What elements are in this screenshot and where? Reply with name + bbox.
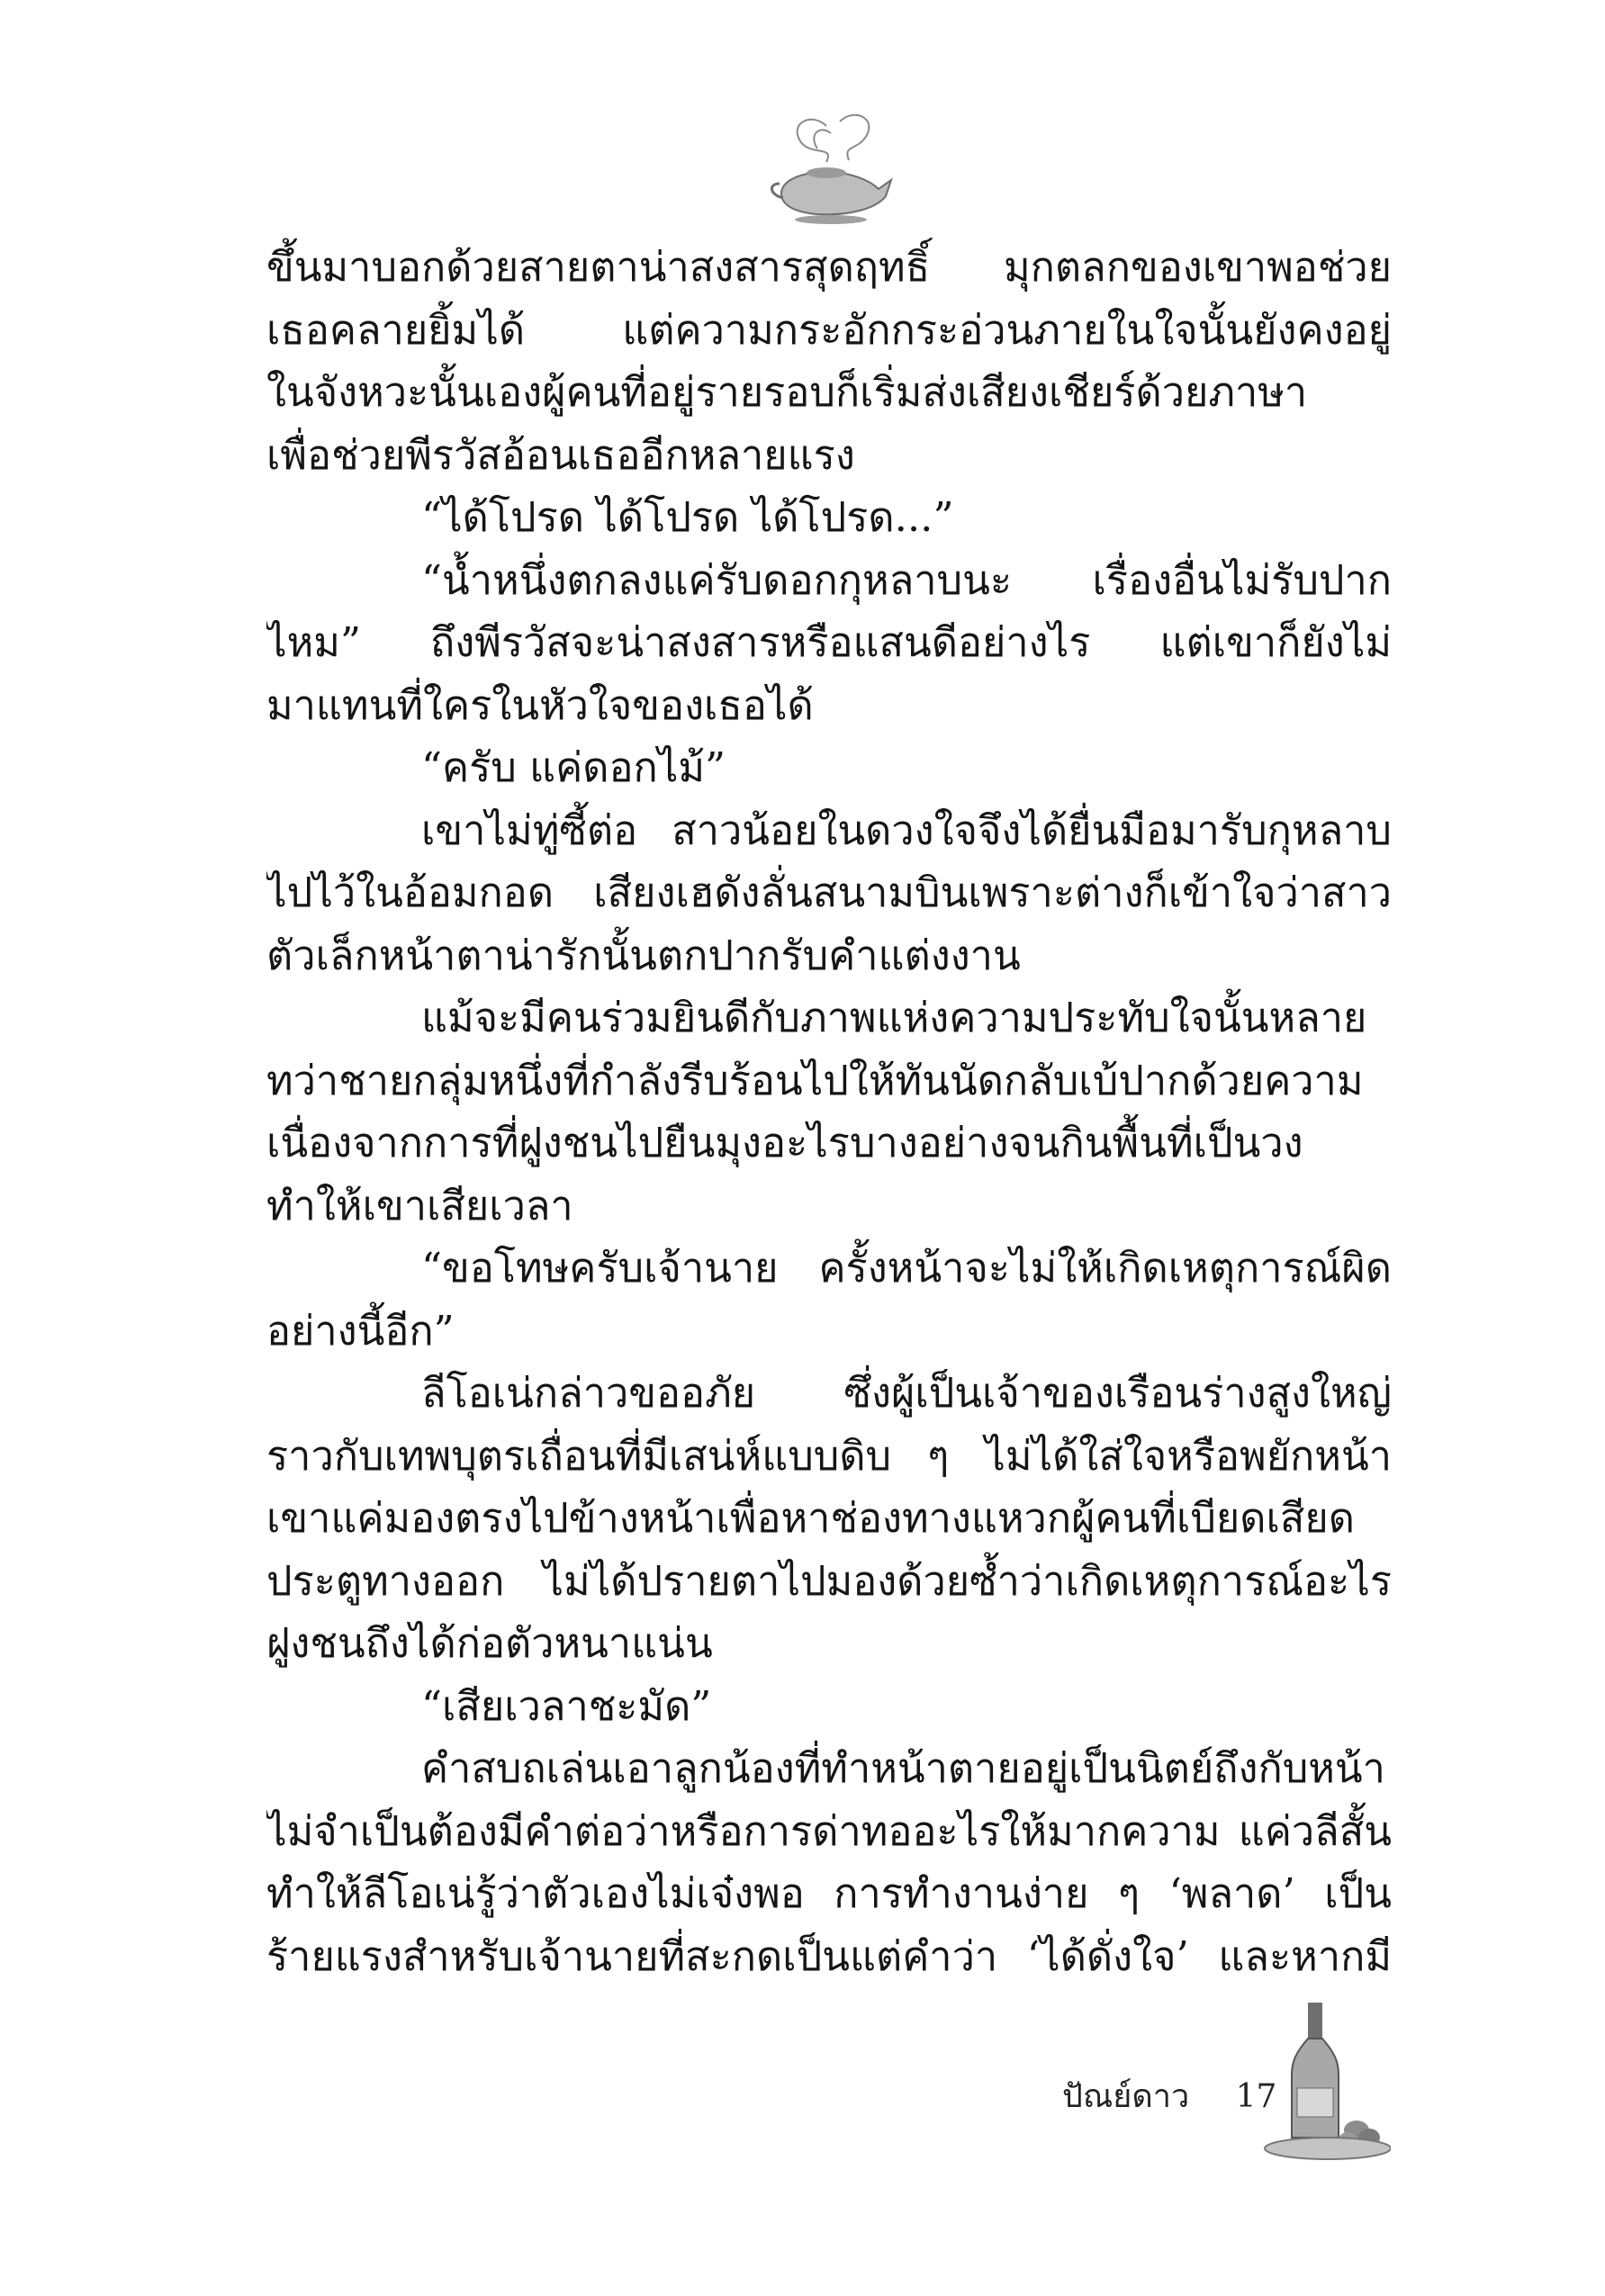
text-line: “ครับ แค่ดอกไม้” (421, 743, 726, 791)
text-line: ทว่าชายกลุ่มหนึ่งที่กำลังรีบร้อนไปให้ทันนัดกลับเบ้ปากด้วยความ (266, 1056, 1364, 1104)
text-line: เพื่อช่วยพีรวัสอ้อนเธออีกหลายแรง (266, 430, 855, 479)
page-number: 17 (1235, 2078, 1277, 2115)
text-line: “น้ำหนึ่งตกลงแค่รับดอกกุหลาบนะ เรื่องอื่นไม่รับปาก (421, 555, 1392, 604)
page-footer (1062, 2070, 1276, 2121)
text-line: ตัวเล็กหน้าตาน่ารักนั้นตกปากรับคำแต่งงาน (266, 931, 1021, 979)
text-line: ประตูทางออก ไม่ได้ปรายตาไปมองด้วยซ้ำว่าเกิดเหตุการณ์อะไร (266, 1556, 1392, 1605)
teapot-ornament-icon (763, 108, 898, 234)
body-text (266, 236, 1392, 1987)
text-line: เธอคลายยิ้มได้ แต่ความกระอักกระอ่วนภายในใจนั้นยังคงอยู่ (266, 305, 1392, 354)
text-line: ในจังหวะนั้นเองผู้คนที่อยู่รายรอบก็เริ่มส่งเสียงเชียร์ด้วยภาษา (266, 368, 1308, 416)
text-line: มาแทนที่ใครในหัวใจของเธอได้ (266, 680, 814, 729)
text-line: ทำให้เขาเสียเวลา (266, 1181, 573, 1229)
text-line: เขาไม่ทู่ซี้ต่อ สาวน้อยในดวงใจจึงได้ยื่นมือมารับกุหลาบ (421, 806, 1392, 854)
text-line: ฝูงชนถึงได้ก่อตัวหนาแน่น (266, 1619, 713, 1667)
text-line: ลีโอเน่กล่าวขออภัย ซึ่งผู้เป็นเจ้าของเรือนร่างสูงใหญ่ (421, 1369, 1392, 1417)
text-line: ร้ายแรงสำหรับเจ้านายที่สะกดเป็นแต่คำว่า ‘ได้ดั่งใจ’ และหากมี (266, 1931, 1392, 1980)
wine-bottle-ornament-icon (1256, 2003, 1391, 2169)
text-line: ทำให้ลีโอเน่รู้ว่าตัวเองไม่เจ๋งพอ การทำงานง่าย ๆ ‘พลาด’ เป็น (266, 1869, 1392, 1917)
text-line: เขาแค่มองตรงไปข้างหน้าเพื่อหาช่องทางแหวกผู้คนที่เบียดเสียด (266, 1494, 1355, 1542)
text-line: คำสบถเล่นเอาลูกน้องที่ทำหน้าตายอยู่เป็นนิตย์ถึงกับหน้า (421, 1744, 1385, 1792)
text-line: อย่างนี้อีก” (266, 1306, 455, 1355)
text-line: ราวกับเทพบุตรเถื่อนที่มีเสน่ห์แบบดิบ ๆ ไม่ได้ใส่ใจหรือพยักหน้า (266, 1431, 1392, 1480)
text-line: “ขอโทษครับเจ้านาย ครั้งหน้าจะไม่ให้เกิดเหตุการณ์ผิด (421, 1244, 1392, 1292)
text-line: “เสียเวลาชะมัด” (421, 1681, 712, 1730)
text-line: “ได้โปรด ได้โปรด ได้โปรด...” (421, 493, 954, 541)
text-line: แม้จะมีคนร่วมยินดีกับภาพแห่งความประทับใจนั้นหลาย (421, 994, 1367, 1041)
book-title: ปัณย์ดาว (1062, 2078, 1190, 2115)
text-line: ไปไว้ในอ้อมกอด เสียงเฮดังลั่นสนามบินเพราะต่างก็เข้าใจว่าสาว (266, 869, 1392, 916)
text-line: ไม่จำเป็นต้องมีคำต่อว่าหรือการด่าทออะไรให้มากความ แค่วลีสั้น (266, 1806, 1392, 1855)
text-line: ขึ้นมาบอกด้วยสายตาน่าสงสารสุดฤทธิ์ มุกตลกของเขาพอช่วย (266, 243, 1392, 291)
text-line: เนื่องจากการที่ฝูงชนไปยืนมุงอะไรบางอย่างจนกินพื้นที่เป็นวง (266, 1119, 1303, 1166)
text-line: ไหม” ถึงพีรวัสจะน่าสงสารหรือแสนดีอย่างไร แต่เขาก็ยังไม่ (266, 618, 1392, 666)
